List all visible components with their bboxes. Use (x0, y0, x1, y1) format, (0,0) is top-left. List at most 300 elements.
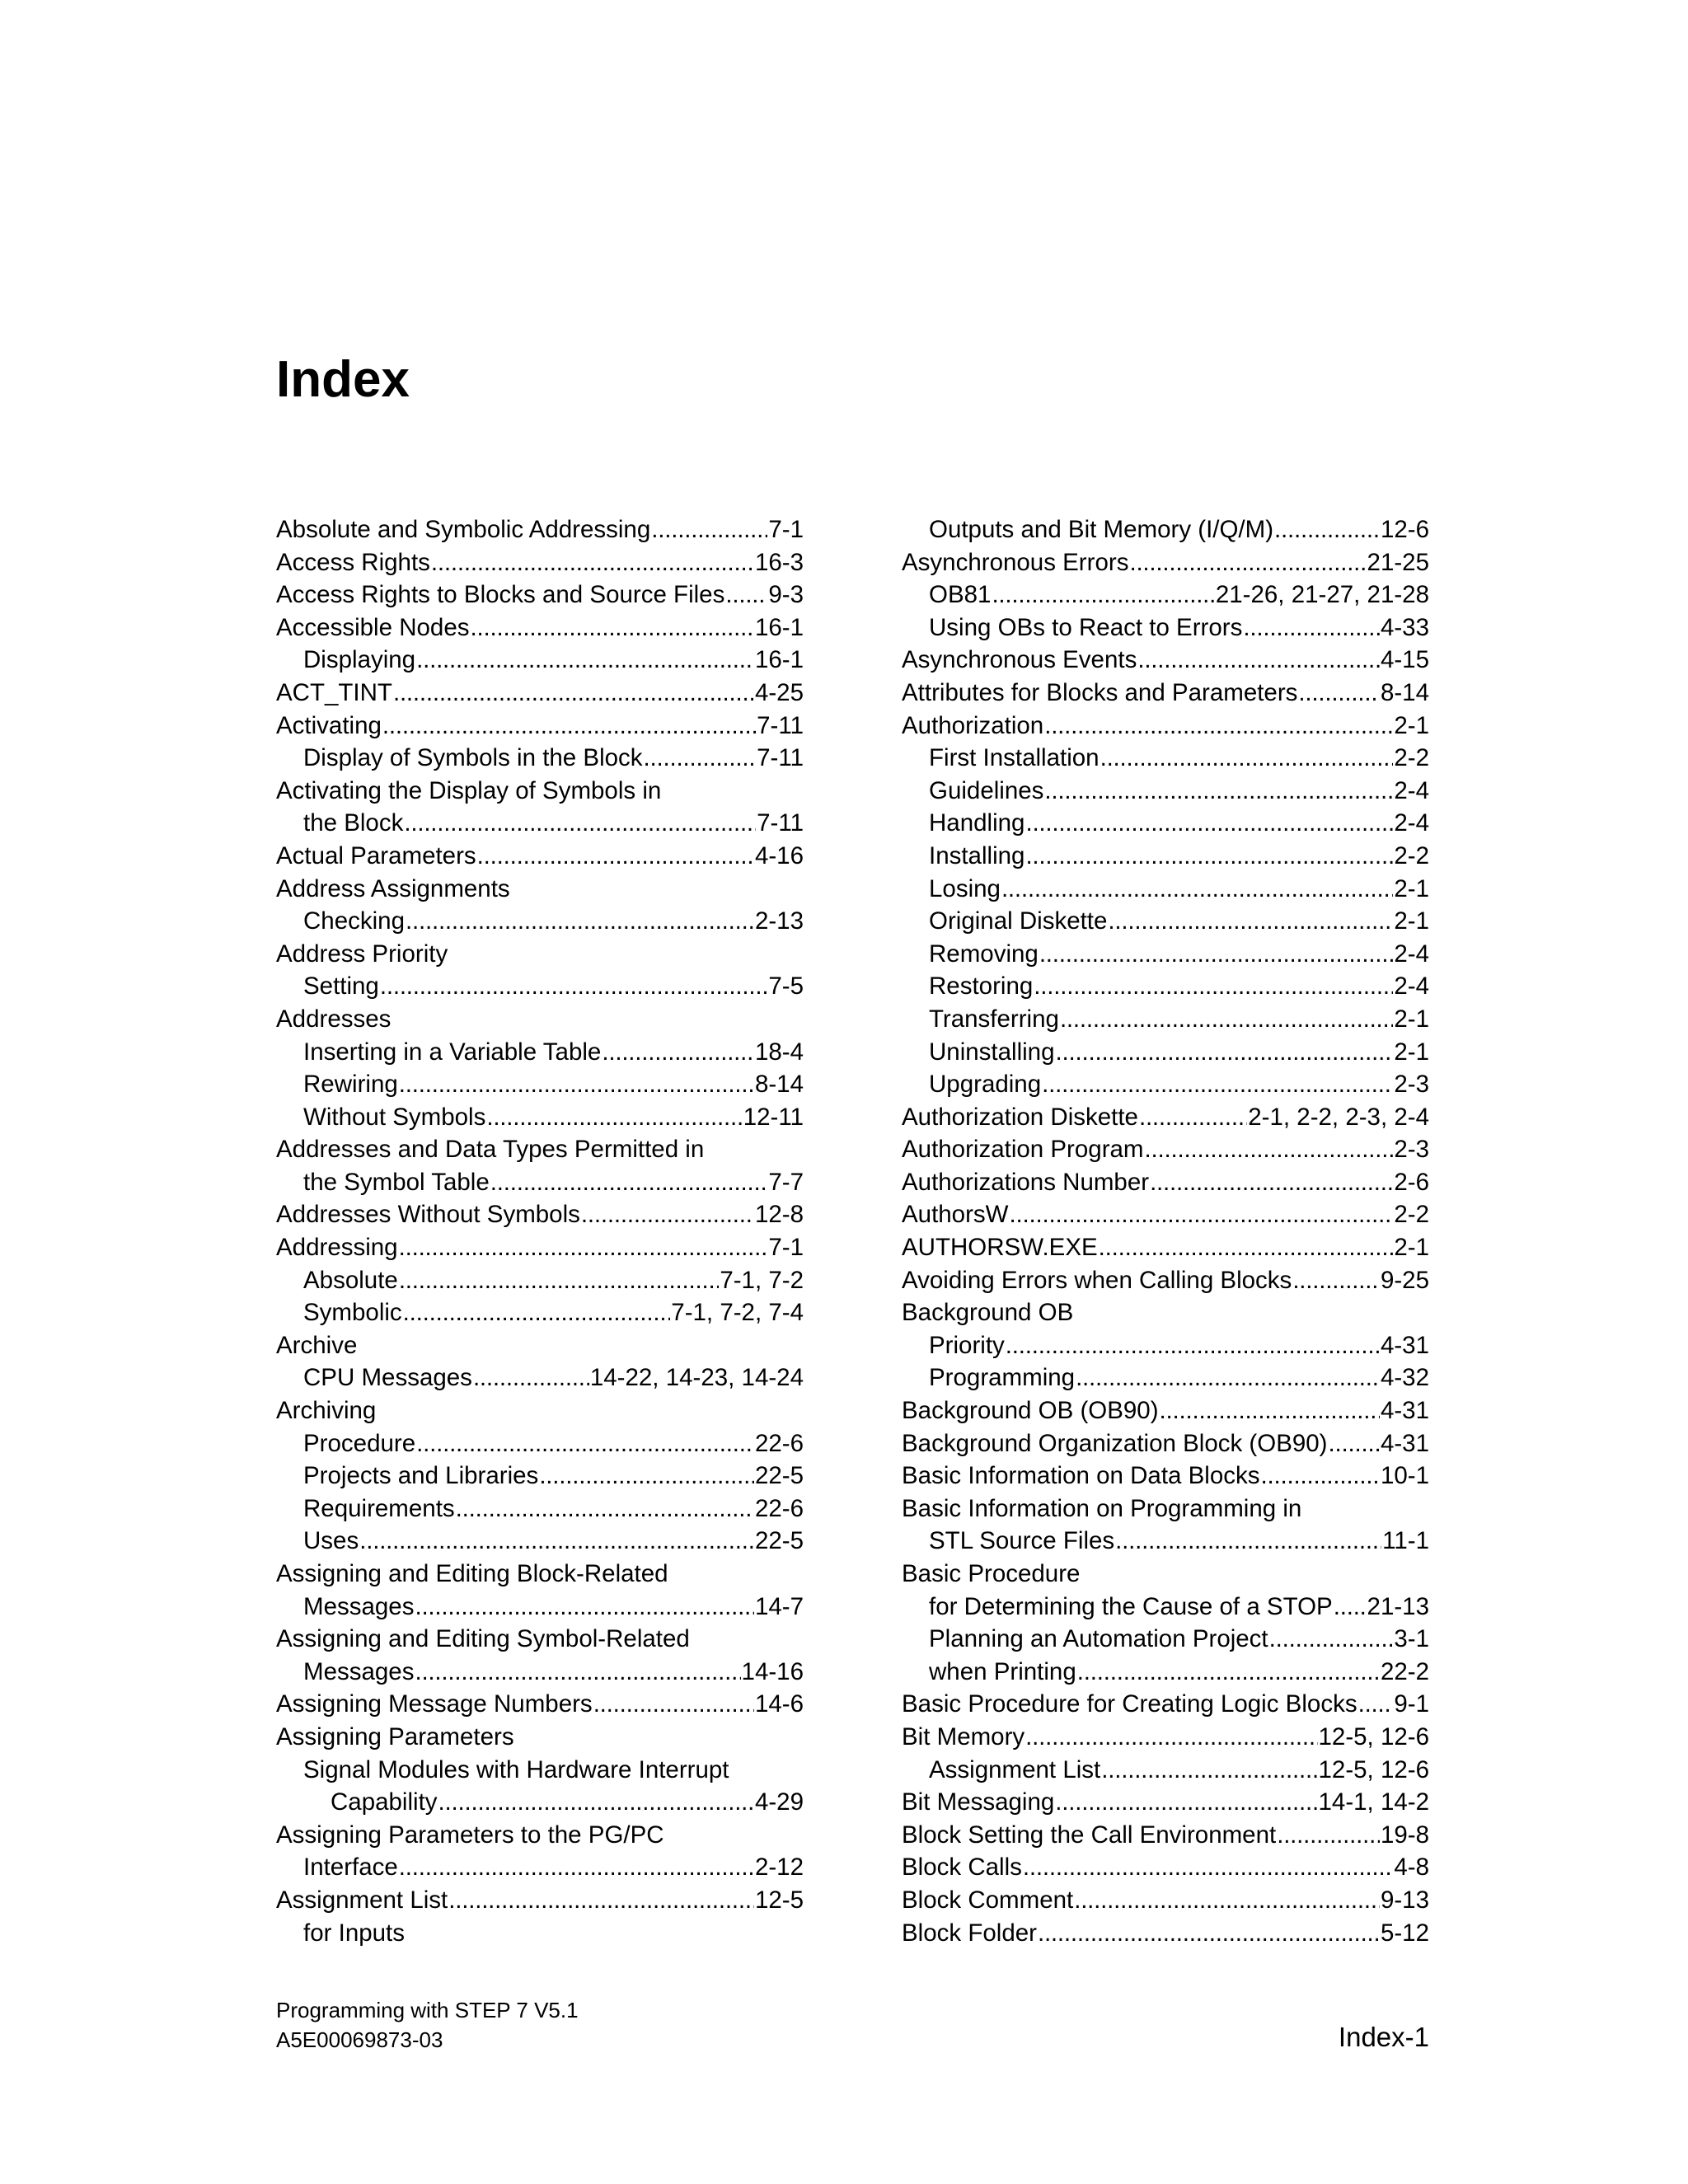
index-entry (902, 513, 1429, 546)
dot-leader (477, 840, 754, 873)
index-term: Addresses Without Symbols (276, 1201, 580, 1229)
index-page-refs: 12-5, 12-6 (1318, 1755, 1429, 1783)
index-term: the Symbol Table (303, 1168, 490, 1196)
dot-leader (1274, 513, 1380, 546)
index-entry (276, 1231, 804, 1264)
dot-leader (399, 1068, 754, 1101)
index-term: Basic Information on Programming in (902, 1494, 1302, 1522)
index-entry (276, 612, 804, 644)
index-entry (276, 1427, 804, 1460)
index-entry (902, 1329, 1429, 1362)
index-entry (276, 1884, 804, 1917)
index-entry (276, 1329, 804, 1362)
index-page-refs: 4-32 (1380, 1364, 1429, 1392)
index-term: Activating (276, 711, 382, 739)
index-term: Planning an Automation Project (929, 1625, 1268, 1653)
index-page-refs: 5-12 (1380, 1919, 1429, 1947)
index-term: Absolute and Symbolic Addressing (276, 516, 651, 543)
index-entry (902, 1101, 1429, 1134)
index-term: Access Rights to Blocks and Source Files (276, 581, 725, 609)
index-term: for Determining the Cause of a STOP (929, 1592, 1333, 1620)
index-entry (902, 873, 1429, 906)
index-page-refs: 2-12 (754, 1854, 804, 1882)
index-term: Background OB (OB90) (902, 1397, 1159, 1425)
index-term: Messages (303, 1657, 415, 1685)
dot-leader (1139, 1101, 1247, 1134)
index-term: Address Assignments (276, 874, 510, 902)
index-entry (902, 1003, 1429, 1036)
dot-leader (399, 1851, 754, 1884)
index-entry (902, 1427, 1429, 1460)
index-page-refs: 2-1 (1394, 1005, 1429, 1033)
index-term: Outputs and Bit Memory (I/Q/M) (929, 516, 1274, 543)
index-page-refs: 7-7 (768, 1168, 804, 1196)
index-term: Capability (331, 1788, 438, 1816)
dot-leader (1023, 1851, 1393, 1884)
index-entry (902, 1493, 1429, 1526)
index-entry (902, 1525, 1429, 1558)
index-term: Setting (303, 972, 379, 1001)
index-term: Authorization Program (902, 1136, 1144, 1164)
index-page-refs: 12-5 (754, 1886, 804, 1914)
index-term: OB81 (929, 581, 992, 609)
index-term: Accessible Nodes (276, 613, 470, 641)
index-entry (276, 579, 804, 612)
index-term: Inserting in a Variable Table (303, 1038, 602, 1066)
index-page-refs: 8-14 (754, 1071, 804, 1099)
index-entry (276, 1851, 804, 1884)
index-page-refs: 4-31 (1380, 1429, 1429, 1457)
index-term: Archiving (276, 1397, 377, 1425)
index-entry (276, 1133, 804, 1166)
index-entry (902, 1231, 1429, 1264)
index-term: Basic Information on Data Blocks (902, 1462, 1260, 1490)
index-page-refs: 4-25 (754, 678, 804, 706)
index-page-refs: 7-5 (768, 972, 804, 1001)
page-title: Index (276, 351, 410, 408)
index-entry (902, 807, 1429, 840)
index-page-refs: 2-4 (1394, 972, 1429, 1001)
index-entry (902, 677, 1429, 710)
index-entry (276, 938, 804, 971)
dot-leader (1100, 742, 1394, 775)
dot-leader (406, 905, 754, 938)
index-entry (902, 1623, 1429, 1656)
index-page-refs: 10-1 (1380, 1462, 1429, 1490)
index-term: Programming (929, 1364, 1076, 1392)
index-entry (276, 1591, 804, 1624)
index-page-refs: 14-16 (741, 1657, 804, 1685)
index-term: Assigning and Editing Symbol-Related (276, 1625, 690, 1653)
index-term: when Printing (929, 1657, 1076, 1685)
dot-leader (1358, 1688, 1394, 1721)
index-entry (276, 1003, 804, 1036)
index-page-refs: 7-11 (757, 744, 804, 772)
index-term: Assignment List (276, 1886, 448, 1914)
index-term: STL Source Files (929, 1527, 1115, 1555)
index-term: the Block (303, 809, 404, 837)
dot-leader (1076, 1361, 1380, 1394)
index-page-refs: 22-2 (1380, 1657, 1429, 1685)
index-entry (276, 840, 804, 873)
index-page-refs: 2-6 (1394, 1168, 1429, 1196)
index-term: Bit Memory (902, 1722, 1025, 1750)
index-page-refs: 4-31 (1380, 1331, 1429, 1359)
index-page-refs: 19-8 (1380, 1821, 1429, 1849)
dot-leader (403, 1296, 671, 1329)
index-term: Bit Messaging (902, 1788, 1055, 1816)
index-term: Losing (929, 874, 1001, 902)
index-term: Original Diskette (929, 907, 1108, 935)
dot-leader (1077, 1656, 1380, 1689)
index-term: Addresses (276, 1005, 392, 1033)
index-term: Restoring (929, 972, 1034, 1001)
dot-leader (1150, 1166, 1393, 1199)
index-term: Assigning Parameters (276, 1722, 514, 1750)
dot-leader (1025, 807, 1393, 840)
index-page-refs: 14-22, 14-23, 14-24 (589, 1364, 804, 1392)
index-page-refs: 7-1, 7-2 (720, 1266, 804, 1294)
index-term: Background OB (902, 1299, 1074, 1327)
index-page-refs: 12-11 (743, 1103, 804, 1131)
dot-leader (1001, 873, 1393, 906)
index-page-refs: 12-5, 12-6 (1318, 1722, 1429, 1750)
index-term: Messages (303, 1592, 415, 1620)
index-entry (902, 644, 1429, 677)
index-entry (902, 775, 1429, 808)
index-page-refs: 14-6 (754, 1690, 804, 1718)
index-entry (276, 1361, 804, 1394)
index-entry (902, 905, 1429, 938)
index-page-refs: 2-1, 2-2, 2-3, 2-4 (1248, 1103, 1429, 1131)
index-entry (902, 938, 1429, 971)
index-term: Guidelines (929, 776, 1044, 804)
index-entry (902, 1786, 1429, 1819)
index-term: Asynchronous Errors (902, 548, 1129, 576)
index-entry (276, 644, 804, 677)
index-entry (902, 579, 1429, 612)
index-term: Basic Procedure for Creating Logic Blocks (902, 1690, 1357, 1718)
index-page-refs: 7-1, 7-2, 7-4 (671, 1299, 804, 1327)
index-entry (276, 873, 804, 906)
index-term: AuthorsW (902, 1201, 1009, 1229)
index-entry (276, 905, 804, 938)
index-page-refs: 2-1 (1394, 874, 1429, 902)
index-entry (902, 742, 1429, 775)
index-term: Assignment List (929, 1755, 1101, 1783)
index-term: Using OBs to React to Errors (929, 613, 1243, 641)
index-entry (902, 1591, 1429, 1624)
index-column-right (902, 513, 1429, 1949)
index-term: Addressing (276, 1234, 398, 1262)
index-entry (902, 1884, 1429, 1917)
index-entry (276, 1296, 804, 1329)
dot-leader (380, 970, 768, 1003)
dot-leader (438, 1786, 754, 1819)
index-page-refs: 11-1 (1382, 1527, 1429, 1555)
index-entry (276, 513, 804, 546)
dot-leader (1042, 1068, 1393, 1101)
index-entry (902, 1558, 1429, 1591)
index-page-refs: 4-33 (1380, 613, 1429, 641)
index-page-refs: 22-5 (754, 1462, 804, 1490)
index-page-refs: 2-2 (1394, 1201, 1429, 1229)
index-term: Background Organization Block (OB90) (902, 1429, 1328, 1457)
index-entry (902, 710, 1429, 743)
index-term: Basic Procedure (902, 1560, 1081, 1587)
dot-leader (1099, 1231, 1394, 1264)
index-entry (902, 1819, 1429, 1852)
index-term: Address Priority (276, 940, 448, 968)
dot-leader (399, 1264, 720, 1297)
dot-leader (1129, 546, 1366, 579)
dot-leader (399, 1231, 768, 1264)
index-page-refs: 9-1 (1394, 1690, 1429, 1718)
index-term: Avoiding Errors when Calling Blocks (902, 1266, 1292, 1294)
index-page-refs: 22-6 (754, 1429, 804, 1457)
dot-leader (1038, 1917, 1380, 1950)
dot-leader (1010, 1198, 1394, 1231)
footer-document-number: A5E00069873-03 (276, 2027, 443, 2052)
dot-leader (1334, 1591, 1367, 1624)
index-term: Signal Modules with Hardware Interrupt (303, 1755, 729, 1783)
index-entry (276, 1721, 804, 1754)
dot-leader (1060, 1003, 1393, 1036)
index-term: Assigning Parameters to the PG/PC (276, 1821, 664, 1849)
dot-leader (456, 1493, 754, 1526)
index-term: Actual Parameters (276, 841, 476, 869)
index-entry (276, 775, 804, 808)
index-term: Authorization (902, 711, 1044, 739)
dot-leader (359, 1525, 754, 1558)
dot-leader (1074, 1884, 1380, 1917)
dot-leader (1044, 775, 1393, 808)
index-page-refs: 4-29 (754, 1788, 804, 1816)
index-entry (276, 1493, 804, 1526)
dot-leader (415, 1591, 754, 1624)
dot-leader (992, 579, 1214, 612)
index-entry (276, 546, 804, 579)
index-page-refs: 2-4 (1394, 940, 1429, 968)
index-term: Authorizations Number (902, 1168, 1150, 1196)
index-term: Authorization Diskette (902, 1103, 1138, 1131)
index-entry (276, 1460, 804, 1493)
index-entry (276, 710, 804, 743)
index-page-refs: 2-1 (1394, 711, 1429, 739)
dot-leader (415, 1656, 740, 1689)
index-page-refs: 4-15 (1380, 646, 1429, 674)
index-term: Archive (276, 1331, 358, 1359)
index-term: Block Setting the Call Environment (902, 1821, 1277, 1849)
index-term: Transferring (929, 1005, 1059, 1033)
index-term: Priority (929, 1331, 1005, 1359)
dot-leader (470, 612, 753, 644)
index-page-refs: 4-16 (754, 841, 804, 869)
index-page-refs: 2-2 (1394, 841, 1429, 869)
index-entry (276, 807, 804, 840)
index-term: CPU Messages (303, 1364, 472, 1392)
index-page-refs: 7-11 (757, 711, 804, 739)
page-number: Index-1 (1338, 2022, 1429, 2052)
index-page-refs: 22-5 (754, 1527, 804, 1555)
index-page-refs: 16-3 (754, 548, 804, 576)
dot-leader (490, 1166, 768, 1199)
index-entry (276, 1068, 804, 1101)
index-page-refs: 21-13 (1367, 1592, 1429, 1620)
index-term: Block Folder (902, 1919, 1037, 1947)
index-entry (902, 1688, 1429, 1721)
index-page-refs: 2-1 (1394, 907, 1429, 935)
index-entry (276, 1264, 804, 1297)
index-page-refs: 8-14 (1380, 678, 1429, 706)
dot-leader (1261, 1460, 1380, 1493)
dot-leader (602, 1036, 754, 1069)
index-term: Addresses and Data Types Permitted in (276, 1136, 705, 1164)
index-page-refs: 12-8 (754, 1201, 804, 1229)
index-entry (276, 1754, 804, 1787)
index-term: Procedure (303, 1429, 416, 1457)
dot-leader (1269, 1623, 1394, 1656)
index-entry (276, 970, 804, 1003)
index-entry (276, 1688, 804, 1721)
dot-leader (1243, 612, 1380, 644)
index-page-refs: 2-13 (754, 907, 804, 935)
index-term: Checking (303, 907, 405, 935)
index-page-refs: 2-4 (1394, 809, 1429, 837)
index-entry (276, 1623, 804, 1656)
dot-leader (1292, 1264, 1380, 1297)
index-entry (276, 1101, 804, 1134)
dot-leader (1044, 710, 1393, 743)
index-entry (276, 742, 804, 775)
index-entry (902, 1394, 1429, 1427)
index-entry (276, 1917, 804, 1950)
index-entry (902, 1296, 1429, 1329)
dot-leader (1034, 970, 1393, 1003)
dot-leader (486, 1101, 742, 1134)
index-term: Asynchronous Events (902, 646, 1137, 674)
index-entry (276, 1525, 804, 1558)
index-term: Interface (303, 1854, 398, 1882)
index-page-refs: 16-1 (754, 613, 804, 641)
dot-leader (1329, 1427, 1380, 1460)
index-entry (276, 1036, 804, 1069)
index-page-refs: 22-6 (754, 1494, 804, 1522)
index-entry (902, 1036, 1429, 1069)
index-entry (902, 1068, 1429, 1101)
index-term: Removing (929, 940, 1039, 968)
index-page-refs: 16-1 (754, 646, 804, 674)
index-page-refs: 2-1 (1394, 1234, 1429, 1262)
index-page-refs: 12-6 (1380, 516, 1429, 543)
index-term: Upgrading (929, 1071, 1042, 1099)
dot-leader (431, 546, 754, 579)
dot-leader (1160, 1394, 1380, 1427)
dot-leader (1025, 1721, 1317, 1754)
index-entry (902, 1264, 1429, 1297)
index-entry (902, 1361, 1429, 1394)
index-page-refs: 21-25 (1367, 548, 1429, 576)
index-entry (902, 612, 1429, 644)
dot-leader (1006, 1329, 1380, 1362)
index-term: Activating the Display of Symbols in (276, 776, 662, 804)
index-page-refs: 2-4 (1394, 776, 1429, 804)
dot-leader (593, 1688, 754, 1721)
index-entry (276, 677, 804, 710)
index-term: Displaying (303, 646, 416, 674)
index-term: Uninstalling (929, 1038, 1055, 1066)
dot-leader (581, 1198, 754, 1231)
index-entry (902, 1721, 1429, 1754)
index-term: Assigning Message Numbers (276, 1690, 593, 1718)
index-entry (902, 840, 1429, 873)
index-entry (902, 1656, 1429, 1689)
index-term: for Inputs (303, 1919, 405, 1947)
dot-leader (404, 807, 756, 840)
index-entry (276, 1198, 804, 1231)
dot-leader (651, 513, 767, 546)
index-column-left (276, 513, 804, 1949)
dot-leader (448, 1884, 754, 1917)
index-page-refs: 7-11 (757, 809, 804, 837)
dot-leader (725, 579, 767, 612)
index-page-refs: 2-3 (1394, 1071, 1429, 1099)
dot-leader (393, 677, 754, 710)
index-page-refs: 9-13 (1380, 1886, 1429, 1914)
index-page-refs: 7-1 (768, 516, 804, 543)
index-page-refs: 3-1 (1394, 1625, 1429, 1653)
index-term: Attributes for Blocks and Parameters (902, 678, 1298, 706)
index-term: Block Calls (902, 1854, 1022, 1882)
index-term: Symbolic (303, 1299, 402, 1327)
index-entry (902, 546, 1429, 579)
index-page-refs: 2-1 (1394, 1038, 1429, 1066)
dot-leader (1108, 905, 1393, 938)
index-page-refs: 18-4 (754, 1038, 804, 1066)
dot-leader (1137, 644, 1380, 677)
index-term: AUTHORSW.EXE (902, 1234, 1098, 1262)
index-page-refs: 4-31 (1380, 1397, 1429, 1425)
index-page-refs: 2-3 (1394, 1136, 1429, 1164)
dot-leader (1101, 1754, 1317, 1787)
index-entry (276, 1819, 804, 1852)
dot-leader (644, 742, 757, 775)
index-page-refs: 9-3 (768, 581, 804, 609)
index-page-refs: 21-26, 21-27, 21-28 (1215, 581, 1429, 609)
index-term: Handling (929, 809, 1025, 837)
index-entry (276, 1394, 804, 1427)
index-term: Installing (929, 841, 1025, 869)
dot-leader (473, 1361, 589, 1394)
dot-leader (1277, 1819, 1380, 1852)
index-entry (276, 1656, 804, 1689)
dot-leader (416, 1427, 754, 1460)
index-term: Display of Symbols in the Block (303, 744, 643, 772)
index-entry (902, 1166, 1429, 1199)
index-page-refs: 9-25 (1380, 1266, 1429, 1294)
index-term: Rewiring (303, 1071, 398, 1099)
index-page-refs: 14-1, 14-2 (1318, 1788, 1429, 1816)
index-term: Without Symbols (303, 1103, 486, 1131)
dot-leader (1115, 1525, 1381, 1558)
index-term: ACT_TINT (276, 678, 392, 706)
index-entry (902, 970, 1429, 1003)
index-term: Uses (303, 1527, 359, 1555)
dot-leader (1039, 938, 1394, 971)
dot-leader (382, 710, 756, 743)
index-entry (902, 1917, 1429, 1950)
index-page-refs: 4-8 (1394, 1854, 1429, 1882)
